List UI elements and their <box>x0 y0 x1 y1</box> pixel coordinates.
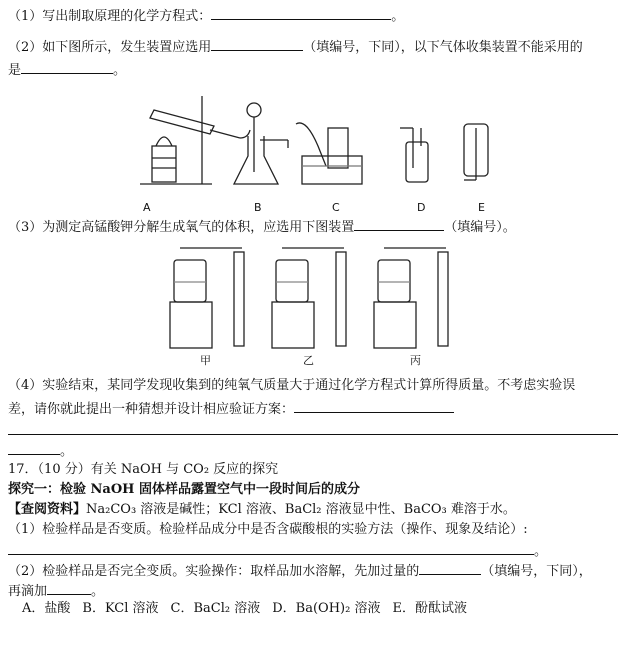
sub1-end: 。 <box>534 544 548 559</box>
option-a: A．盐酸 <box>22 601 71 616</box>
option-b: B．KCl 溶液 <box>82 601 159 616</box>
figure-1-label-d: D <box>417 201 426 214</box>
option-list <box>22 600 467 618</box>
sub1-text: 检验样品是否变质。检验样品成分中是否含碳酸根的实验方法（操作、现象及结论）: <box>42 522 528 537</box>
apparatus-a-burner <box>152 146 176 182</box>
question-4-blank-line <box>8 421 618 441</box>
sub-question-2 <box>8 561 592 581</box>
q3-end: （填编号）。 <box>444 220 516 235</box>
sub2-answer-blank-2[interactable] <box>47 581 91 595</box>
sub-question-2-cont <box>8 581 104 601</box>
q3-number: （3） <box>8 220 43 235</box>
sub2-text-c: 再滴加 <box>8 584 48 599</box>
option-d: D．Ba(OH)₂ 溶液 <box>272 601 381 616</box>
apparatus-figure-1 <box>130 88 510 213</box>
q2-answer-blank-2[interactable] <box>21 60 113 74</box>
apparatus-a-test-tube <box>150 110 214 134</box>
question-4 <box>8 377 575 395</box>
sub2-end: 。 <box>91 584 105 599</box>
option-e: E．酚酞试液 <box>392 601 467 616</box>
q2-text-b: （填编号，下同），以下气体收集装置不能采用的 <box>303 40 583 55</box>
q4-answer-blank-1[interactable] <box>294 399 454 413</box>
material-text: Na₂CO₃ 溶液是碱性；KCl 溶液、BaCl₂ 溶液显中性、BaCO₃ 难溶于水。 <box>86 502 516 517</box>
apparatus-d-bottle <box>406 142 428 182</box>
apparatus-b-funnel <box>247 103 261 117</box>
figure-1-label-e: E <box>478 201 485 214</box>
question-1 <box>8 6 404 26</box>
q4-text-b: 差，请你就此提出一种猜想并设计相应验证方案： <box>8 402 295 417</box>
q1-end: 。 <box>391 9 405 24</box>
sub2-text-a: 检验样品是否完全变质。实验操作：取样品加水溶解，先加过量的 <box>42 564 420 579</box>
sub1-answer-blank[interactable] <box>8 541 534 555</box>
q4-number: （4） <box>8 378 43 393</box>
sub-question-1-blank <box>8 541 547 561</box>
figure-2-label-yi: 乙 <box>303 354 314 367</box>
apparatus-b-flask <box>234 136 278 184</box>
q2-number: （2） <box>8 40 43 55</box>
explore-1-title: 探究一：检验 NaOH 固体样品露置空气中一段时间后的成分 <box>8 482 360 497</box>
q1-number: （1） <box>8 9 43 24</box>
q4-answer-blank-2[interactable] <box>8 421 618 435</box>
apparatus-c-trough <box>302 156 362 184</box>
sub1-number: （1） <box>8 522 43 537</box>
q4-answer-blank-3[interactable] <box>8 441 60 455</box>
figure-1-label-a: A <box>143 201 151 214</box>
question-4-cont <box>8 399 454 419</box>
figure-2-label-bing: 丙 <box>410 354 421 367</box>
material-tag: 【查阅资料】 <box>8 502 87 517</box>
q2-text-a: 如下图所示，发生装置应选用 <box>42 40 212 55</box>
question-17-title: 17．（10 分）有关 NaOH 与 CO₂ 反应的探究 <box>8 462 279 477</box>
q1-answer-blank[interactable] <box>211 6 391 20</box>
figure-2-label-jia: 甲 <box>200 354 211 367</box>
q3-text: 为测定高锰酸钾分解生成氧气的体积，应选用下图装置 <box>42 220 355 235</box>
q4-end: 。 <box>60 444 74 459</box>
q2-text-c: 是 <box>8 63 22 78</box>
setup-bing <box>374 248 448 348</box>
reference-material <box>8 501 516 519</box>
sub2-answer-blank-1[interactable] <box>419 561 481 575</box>
q4-text-a: 实验结束，某同学发现收集到的纯氧气质量大于通过化学方程式计算所得质量。不考虑实验误 <box>42 378 576 393</box>
setup-jia <box>170 248 244 348</box>
q1-text: 写出制取原理的化学方程式： <box>42 9 212 24</box>
sub2-text-b: （填编号，下同）， <box>481 564 592 579</box>
q2-answer-blank-1[interactable] <box>211 37 303 51</box>
option-c: C．BaCl₂ 溶液 <box>170 601 261 616</box>
question-3 <box>8 217 516 237</box>
setup-yi <box>272 248 346 348</box>
figure-1-label-c: C <box>332 201 340 214</box>
apparatus-c-bottle <box>328 128 348 168</box>
question-2 <box>8 37 583 57</box>
apparatus-figure-2 <box>160 240 470 355</box>
figure-1-label-b: B <box>254 201 262 214</box>
q3-answer-blank[interactable] <box>354 217 444 231</box>
sub2-number: （2） <box>8 564 43 579</box>
sub-question-1 <box>8 521 528 539</box>
q2-end: 。 <box>113 63 127 78</box>
question-2-cont <box>8 60 126 80</box>
question-4-blank-end <box>8 441 73 461</box>
